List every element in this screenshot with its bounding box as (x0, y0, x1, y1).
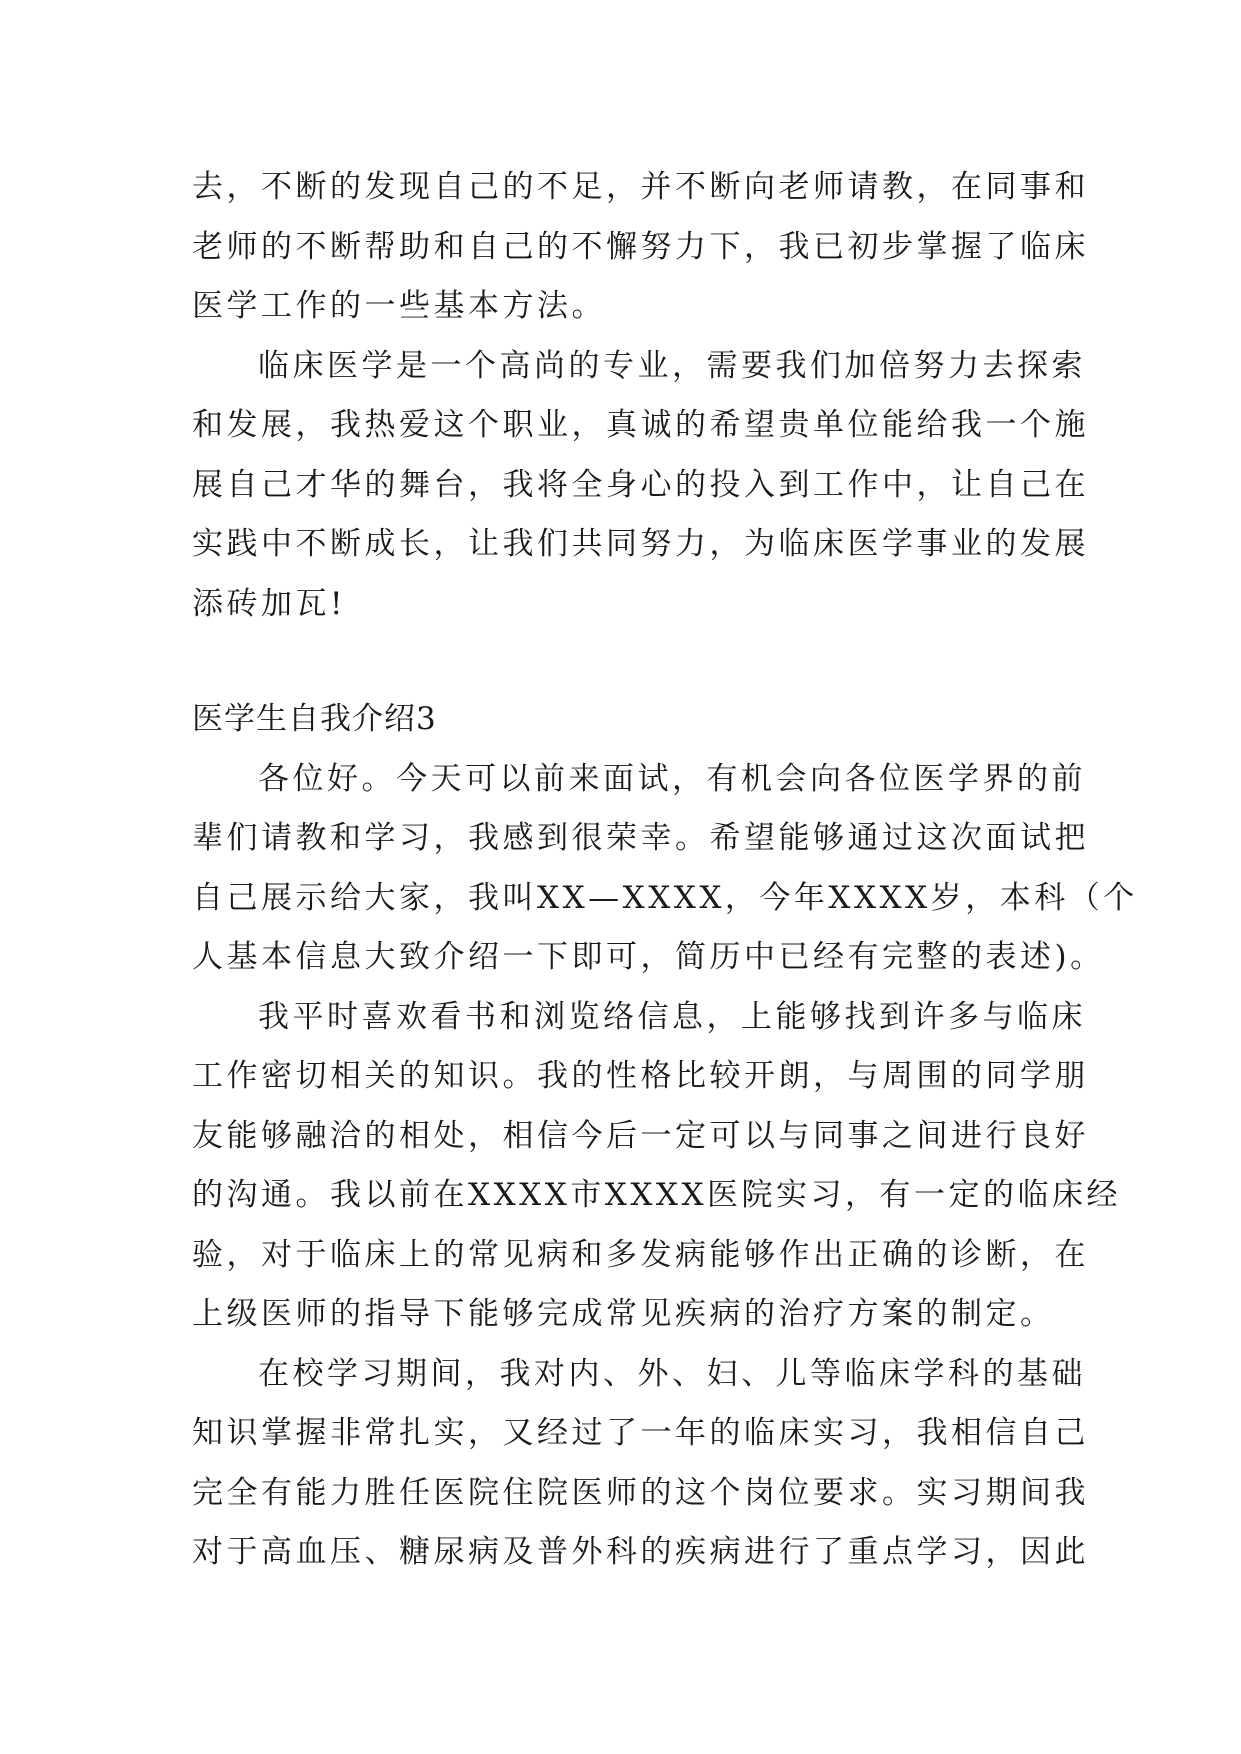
text-line: 人基本信息大致介绍一下即可，简历中已经有完整的表述)。 (192, 939, 1105, 975)
section-heading: 医学生自我介绍3 (192, 701, 437, 737)
text-line: 医学工作的一些基本方法。 (192, 288, 606, 324)
text-line: 我平时喜欢看书和浏览络信息，上能够找到许多与临床 (258, 998, 1086, 1035)
paragraph (192, 337, 1089, 635)
text-line: 在校学习期间，我对内、外、妇、儿等临床学科的基础 (258, 1355, 1086, 1392)
text-line: 老师的不断帮助和自己的不懈努力下，我已初步掌握了临床 (192, 228, 1089, 265)
text-line: 实践中不断成长，让我们共同努力，为临床医学事业的发展 (192, 526, 1089, 562)
text-line: 工作密切相关的知识。我的性格比较开朗，与周围的同学朋 (192, 1058, 1089, 1094)
text-line: 自己展示给大家，我叫XX—XXXX，今年XXXX岁，本科（个 (192, 879, 1138, 916)
document-body (192, 158, 1138, 1583)
text-line: 添砖加瓦! (192, 585, 346, 622)
text-line: 去，不断的发现自己的不足，并不断向老师请教，在同事和 (192, 169, 1089, 205)
text-line: 友能够融洽的相处，相信今后一定可以与同事之间进行良好 (192, 1117, 1089, 1154)
text-line: 完全有能力胜任医院住院医师的这个岗位要求。实习期间我 (192, 1474, 1089, 1511)
text-line: 的沟通。我以前在XXXX市XXXX医院实习，有一定的临床经 (192, 1177, 1122, 1213)
text-line: 验，对于临床上的常见病和多发病能够作出正确的诊断，在 (192, 1236, 1089, 1273)
section-spacer (192, 634, 1052, 690)
text-line: 各位好。今天可以前来面试，有机会向各位医学界的前 (258, 760, 1086, 797)
paragraph (192, 750, 1138, 988)
text-line: 临床医学是一个高尚的专业，需要我们加倍努力去探索 (258, 347, 1086, 384)
text-line: 展自己才华的舞台，我将全身心的投入到工作中，让自己在 (192, 466, 1089, 503)
text-line: 和发展，我热爱这个职业，真诚的希望贵单位能给我一个施 (192, 407, 1089, 443)
text-line: 辈们请教和学习，我感到很荣幸。希望能够通过这次面试把 (192, 820, 1089, 856)
text-line: 知识掌握非常扎实，又经过了一年的临床实习，我相信自己 (192, 1415, 1089, 1451)
paragraph (192, 1345, 1089, 1583)
text-line: 上级医师的指导下能够完成常见疾病的治疗方案的制定。 (192, 1296, 1055, 1332)
text-line: 对于高血压、糖尿病及普外科的疾病进行了重点学习，因此 (192, 1534, 1089, 1570)
paragraph (192, 158, 1089, 337)
paragraph (192, 988, 1122, 1345)
